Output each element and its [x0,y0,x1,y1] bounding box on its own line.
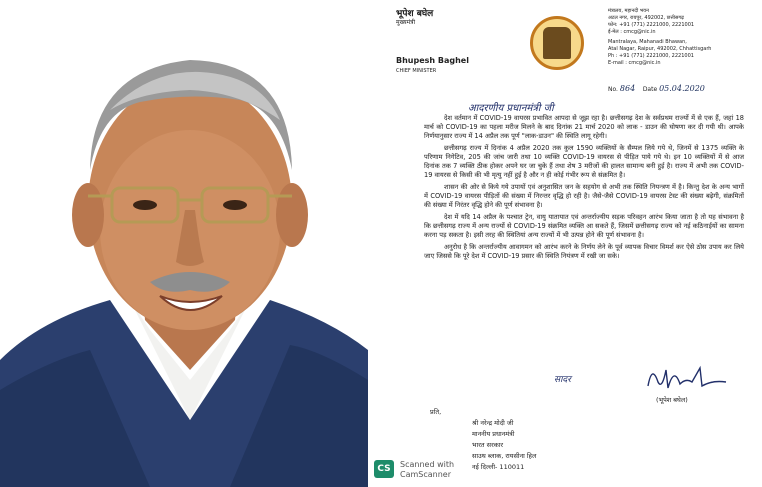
address-hi-line: ई-मेल : cmcg@nic.in [608,29,656,35]
body-paragraph: देश में यदि 14 अप्रैल के पश्चात ट्रेन, वायु यातायात एवं अन्तर्राज्यीय सड़क परिवहन आरंभ किया जाता है तो यह संभावना है कि छत्तीसगढ़ राज्य में अन्य राज्यों से COVID-19 संक्रमित व्यक्ति आ सकते हैं, जिसमें छत्तीसगढ़ राज्य को नई कठिनाईयों का सामना करना पड़ सकता है। इसी तरह की स्थितियां अन्य राज्यों में भी उत्पन्न होने की पूर्ण संभावना है। [424,213,744,239]
english-name: Bhupesh Baghel [396,56,469,65]
portrait-illustration [0,0,368,487]
letter-document [372,0,762,487]
hindi-name: भूपेश बघेल [396,9,434,19]
letter-body [424,114,744,264]
state-emblem-icon [530,16,584,70]
prati-label: प्रति, [430,408,442,416]
address-en-line: Mantralaya, Mahanadi Bhawan, [608,39,687,45]
signature-icon [642,360,732,394]
body-paragraph: देश वर्तमान में COVID-19 वायरस प्रभावित आपदा से जूझ रहा है। छत्तीसगढ़ देश के सर्वप्रथम राज्यों में से एक हैं, जहां 18 मार्च को COVID-19 का पहला मरीज मिलने के बाद दिनांक 21 मार्च 2020 को लाक - डाउन की घोषणा कर दी गयी थी। आपके निर्णयानुसार राज्य में 14 अप्रैल तक पूर्ण "लाक-डाउन" की स्थिति लागू रहेगी। [424,114,744,140]
reference-line [608,84,705,93]
hindi-role: मुख्यमंत्री [396,19,416,26]
body-paragraph: शासन की ओर से किये गये उपायों एवं अनुशासित जन के सहयोग से अभी तक स्थिति नियन्त्रण में है। किन्तु देश के अन्य भागों में COVID-19 वायरस पीड़ितों की संख्या में निरन्तर वृद्धि हो रही है। जैसे-जैसे COVID-19 वायरस टेस्ट की संख्या बढ़ेगी, संक्रमितों की संख्या में निरंतर वृद्धि होने की पूर्ण संभावना है। [424,183,744,209]
address-en-line: E-mail : cmcg@nic.in [608,60,661,66]
ref-date-value: 05.04.2020 [659,84,705,93]
body-paragraph: अनुरोध है कि अन्तर्राज्यीय आवागमन को आरंभ करने के निर्णय लेने के पूर्व व्यापक विचार विमर्श कर ऐसे ठोस उपाय कर लिये जाए जिससे कि पूरे देश में COVID-19 प्रसार की स्थिति नियंत्रण में रखी जा सके। [424,243,744,260]
ref-no-value: 864 [619,84,636,93]
scanner-line-2: CamScanner [400,470,452,479]
address-hi-line: मंत्रालय, महानदी भवन [608,8,649,14]
salutation: आदरणीय प्रधानमंत्री जी [468,103,554,114]
letterhead [372,0,762,106]
recipient-line: साउथ ब्लाक, रायसीना हिल [472,452,537,460]
ref-date-label: Date [642,86,658,93]
signer-name: (भूपेश बघेल) [656,396,688,404]
body-paragraph: छत्तीसगढ़ राज्य में दिनांक 4 अप्रैल 2020 तक कुल 1590 व्यक्तियों के सैम्पल लिये गये थे, जिनमें से 1375 व्यक्ति के परिणाम निगेटिव, 205 की जांच जारी तथा 10 व्यक्ति COVID-19 वायरस से पीड़ित पाये गये थे। इन 10 व्यक्तियों में से आज दिनांक तक 7 व्यक्ति ठीक होकर अपने घर जा चुके हैं तथा शेष 3 मरीजों की हालत सामान्य बनी हुई है। राज्य में अभी तक COVID-19 वायरस से किसी की भी मृत्यु नहीं हुई है और न ही कोई गंभीर रूप से संक्रमित है। [424,144,744,179]
ref-no-label: No. [608,86,618,93]
recipient-line: भारत सरकार [472,441,504,449]
closing-handwritten: सादर [554,375,571,385]
address-block [608,8,758,67]
recipient-line: माननीय प्रधानमंत्री [472,430,515,438]
camscanner-logo-icon: CS [374,460,394,478]
english-role: CHIEF MINISTER [396,68,437,74]
portrait-photo [0,0,368,487]
address-en-line: Atal Nagar, Raipur, 492002, Chhattisgarh [608,46,712,52]
address-hi-line: अटल नगर, रायपुर, 492002, छत्तीसगढ़ [608,15,684,21]
camscanner-watermark [370,458,490,484]
recipient-line: श्री नरेन्द्र मोदी जी [472,419,514,427]
scanner-line-1: Scanned with [400,460,455,469]
address-hi-line: फोन: +91 (771) 2221000, 2221001 [608,22,695,28]
address-en-line: Ph : +91 (771) 2221000, 2221001 [608,53,694,59]
recipient-line: नई दिल्ली- 110011 [472,463,525,471]
